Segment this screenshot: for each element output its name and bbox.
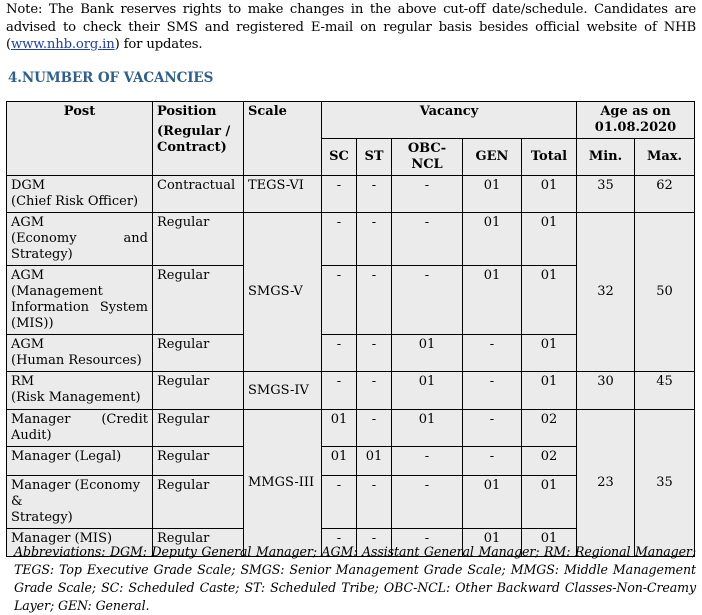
post-cell: Manager (Economy & Strategy) [7, 476, 153, 529]
gen-cell: 01 [463, 213, 522, 266]
scale-cell: TEGS-VI [244, 176, 322, 213]
min-age-cell: 35 [577, 176, 635, 213]
max-age-cell: 35 [635, 410, 695, 557]
gen-cell: - [463, 410, 522, 447]
position-cell: Contractual [153, 176, 244, 213]
total-cell: 01 [522, 266, 577, 335]
obc-cell: - [392, 176, 463, 213]
table-row [7, 410, 695, 447]
position-cell: Regular [153, 213, 244, 266]
max-age-cell: 50 [635, 213, 695, 372]
post-cell: RM (Risk Management) [7, 372, 153, 410]
st-cell: - [357, 476, 392, 529]
sc-cell: - [322, 266, 357, 335]
total-cell: 02 [522, 410, 577, 447]
max-age-cell: 62 [635, 176, 695, 213]
header-max: Max. [635, 139, 695, 176]
vacancy-table [6, 101, 695, 557]
table-row [7, 372, 695, 410]
st-cell: - [357, 372, 392, 410]
post-cell: DGM (Chief Risk Officer) [7, 176, 153, 213]
scale-cell: MMGS-III [244, 410, 322, 557]
st-cell: - [357, 410, 392, 447]
gen-cell: - [463, 335, 522, 372]
total-cell: 01 [522, 176, 577, 213]
position-cell: Regular [153, 529, 244, 557]
header-gen: GEN [463, 139, 522, 176]
obc-cell: 01 [392, 372, 463, 410]
scale-cell: SMGS-IV [244, 372, 322, 410]
header-position: Position (Regular / Contract) [153, 102, 244, 176]
header-obc: OBC-NCL [392, 139, 463, 176]
max-age-cell: 45 [635, 372, 695, 410]
obc-cell: - [392, 447, 463, 476]
position-cell: Regular [153, 266, 244, 335]
header-total: Total [522, 139, 577, 176]
total-cell: 01 [522, 529, 577, 557]
gen-cell: 01 [463, 476, 522, 529]
header-age: Age as on 01.08.2020 [577, 102, 695, 139]
sc-cell: - [322, 335, 357, 372]
note-text-before: Note: The Bank reserves rights to make changes in the above cut-off date/schedule. Candidates are advised to check their SMS and registered E-mail on regular basis besides official website of NHB ( [6, 2, 696, 52]
note-paragraph [6, 1, 696, 54]
obc-cell: - [392, 266, 463, 335]
gen-cell: 01 [463, 176, 522, 213]
gen-cell: - [463, 447, 522, 476]
header-sc: SC [322, 139, 357, 176]
total-cell: 01 [522, 476, 577, 529]
sc-cell: 01 [322, 410, 357, 447]
section-heading: 4.NUMBER OF VACANCIES [8, 70, 214, 86]
st-cell: - [357, 213, 392, 266]
table-row [7, 176, 695, 213]
sc-cell: - [322, 213, 357, 266]
sc-cell: - [322, 476, 357, 529]
post-cell: Manager (Credit Audit) [7, 410, 153, 447]
obc-cell: - [392, 529, 463, 557]
st-cell: - [357, 529, 392, 557]
note-text-after: ) for updates. [114, 37, 203, 52]
header-scale: Scale [244, 102, 322, 176]
position-cell: Regular [153, 447, 244, 476]
obc-cell: 01 [392, 410, 463, 447]
obc-cell: - [392, 213, 463, 266]
scale-cell: SMGS-V [244, 213, 322, 372]
abbreviations-note: Abbreviations: DGM: Deputy General Manager; AGM: Assistant General Manager; RM: Regional Manager; TEGS: Top Executive Grade Scale; SMGS: Senior Management Grade Scale; MMGS: Middle Management Grade Scale; SC: Scheduled Caste; ST: Scheduled Tribe; OBC-NCL: Other Backward Classes-Non-Creamy Layer; GEN: General. [14, 544, 696, 613]
header-st: ST [357, 139, 392, 176]
sc-cell: - [322, 372, 357, 410]
min-age-cell: 30 [577, 372, 635, 410]
obc-cell: 01 [392, 335, 463, 372]
post-cell: AGM (Management Information System (MIS)) [7, 266, 153, 335]
header-min: Min. [577, 139, 635, 176]
table-row [7, 213, 695, 266]
nhb-website-link[interactable]: www.nhb.org.in [11, 37, 115, 52]
st-cell: - [357, 176, 392, 213]
header-vacancy: Vacancy [322, 102, 577, 139]
post-cell: AGM (Human Resources) [7, 335, 153, 372]
st-cell: - [357, 266, 392, 335]
min-age-cell: 23 [577, 410, 635, 557]
position-cell: Regular [153, 335, 244, 372]
total-cell: 01 [522, 372, 577, 410]
post-cell: AGM (Economy and Strategy) [7, 213, 153, 266]
sc-cell: 01 [322, 447, 357, 476]
sc-cell: - [322, 529, 357, 557]
gen-cell: - [463, 372, 522, 410]
post-cell: Manager (Legal) [7, 447, 153, 476]
position-cell: Regular [153, 372, 244, 410]
header-post: Post [7, 102, 153, 176]
post-cell: Manager (MIS) [7, 529, 153, 557]
total-cell: 01 [522, 335, 577, 372]
sc-cell: - [322, 176, 357, 213]
total-cell: 02 [522, 447, 577, 476]
total-cell: 01 [522, 213, 577, 266]
st-cell: - [357, 335, 392, 372]
obc-cell: - [392, 476, 463, 529]
st-cell: 01 [357, 447, 392, 476]
min-age-cell: 32 [577, 213, 635, 372]
position-cell: Regular [153, 410, 244, 447]
gen-cell: 01 [463, 266, 522, 335]
gen-cell: 01 [463, 529, 522, 557]
position-cell: Regular [153, 476, 244, 529]
